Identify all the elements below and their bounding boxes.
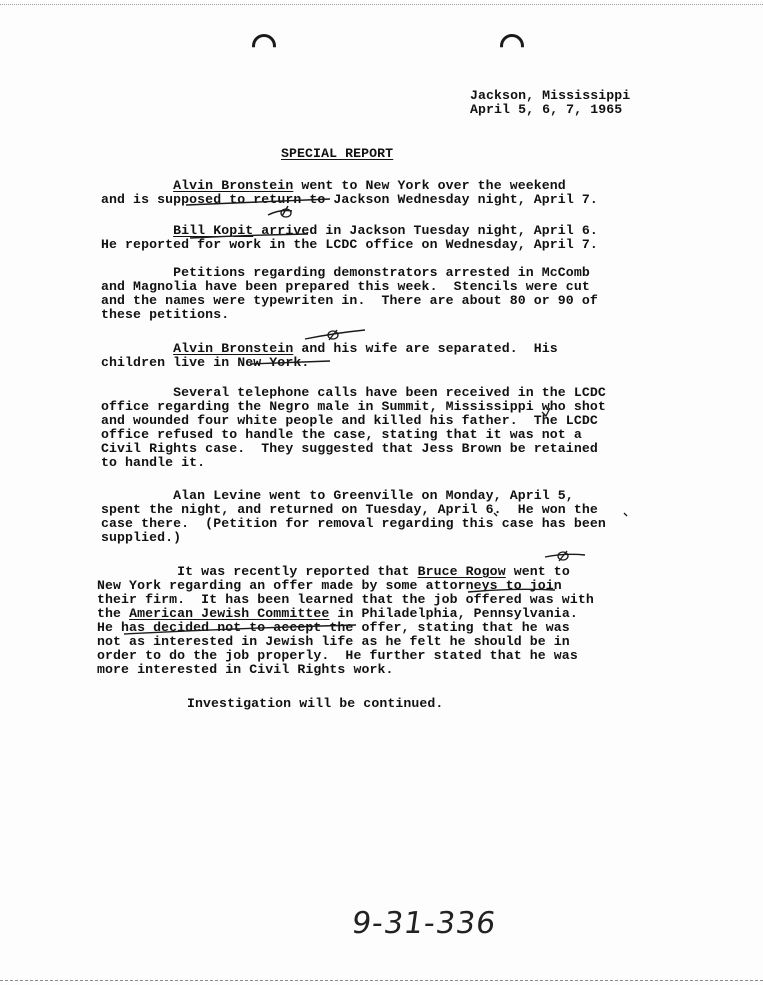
p1-line2-rest: to Jackson Wednesday night, April 7.: [301, 192, 598, 207]
pen-mark-p2-loop: [281, 209, 291, 217]
p7-line6: not as interested in Jewish life as he felt he should be in: [97, 634, 570, 649]
p5-line6: to handle it.: [101, 455, 206, 470]
pen-mark-p4-loop: [328, 331, 338, 339]
dateline-location: Jackson, Mississippi: [470, 88, 631, 103]
handwritten-file-number: 9-31-336: [349, 906, 499, 941]
p2-name: Bill Kopit: [173, 223, 254, 238]
pen-mark-p2-top: [268, 211, 292, 216]
p7-line1-pre: It was recently reported that: [177, 564, 418, 579]
p1-line1-rest: went to New York over the weekend: [293, 178, 566, 193]
p6-line3: case there. (Petition for removal regarding this case has been: [101, 516, 606, 531]
p5-line1: Several telephone calls have been received in the LCDC: [173, 385, 606, 400]
pen-mark-p7-cross: [559, 551, 567, 561]
p1-line2-pre: and is supposed: [101, 192, 230, 207]
pen-mark-p4-line: [305, 330, 365, 339]
p3-line2: and Magnolia have been prepared this week. Stencils were cut: [101, 279, 590, 294]
p4-line1-rest: and his wife are separated. His: [293, 341, 558, 356]
p4-name: Alvin Bronstein: [173, 341, 294, 356]
paragraph-2: [101, 224, 598, 252]
paragraph-7: [97, 565, 594, 677]
p5-line3: and wounded four white people and killed his father. The LCDC: [101, 413, 598, 428]
p6-line2: spent the night, and returned on Tuesday, April 6. He won the: [101, 502, 598, 517]
p4-line2: children live in New York.: [101, 355, 310, 370]
p7-line4-rest: in Philadelphia, Pennsylvania.: [329, 606, 578, 621]
p7-name: Bruce Rogow: [417, 564, 506, 579]
p7-line5: He has decided not to accept the offer, stating that he was: [97, 620, 570, 635]
paragraph-4: [101, 342, 558, 370]
punch-hole-left: [252, 34, 276, 58]
punch-hole-right: [500, 34, 524, 58]
p2-line1-rest: arrived in Jackson Tuesday night, April 6.: [253, 223, 598, 238]
p2-line2: He reported for work in the LCDC office on Wednesday, April 7.: [101, 237, 598, 252]
pen-mark-p4-cross: [329, 330, 337, 340]
dateline-dates: April 5, 6, 7, 1965: [470, 102, 623, 117]
p7-line3: their firm. It has been learned that the job offered was with: [97, 592, 594, 607]
p5-line5: Civil Rights case. They suggested that Jess Brown be retained: [101, 441, 598, 456]
p7-org: American Jewish Committee: [129, 606, 330, 621]
p5-line2: office regarding the Negro male in Summit, Mississippi who shot: [101, 399, 606, 414]
p6-line4: supplied.): [101, 530, 182, 545]
p1-name: Alvin Bronstein: [173, 178, 294, 193]
paragraph-6: [101, 489, 606, 545]
dateline: [470, 89, 630, 117]
p7-line1-rest: went to: [505, 564, 570, 579]
page-top-edge: [0, 4, 763, 5]
pen-mark-p7-loop: [558, 552, 568, 560]
p6-line1: Alan Levine went to Greenville on Monday, April 5,: [173, 488, 574, 503]
page-bottom-edge: [0, 980, 763, 981]
p3-line4: these petitions.: [101, 307, 230, 322]
paragraph-3: [101, 266, 598, 322]
paragraph-8: Investigation will be continued.: [187, 696, 444, 711]
p5-line4: office refused to handle the case, stating that it was not a: [101, 427, 582, 442]
p7-line2: New York regarding an offer made by some attorneys to join: [97, 578, 562, 593]
p1-line2-struck: to return: [229, 192, 302, 207]
paragraph-1: [101, 179, 598, 207]
pen-mark-p7-line: [545, 554, 585, 557]
pen-mark-p2-cross: [282, 206, 288, 216]
p3-line3: and the names were typewriten in. There are about 80 or 90 of: [101, 293, 598, 308]
p3-line1: Petitions regarding demonstrators arrested in McComb: [173, 265, 590, 280]
p7-line4-pre: the: [97, 606, 130, 621]
p7-line8: more interested in Civil Rights work.: [97, 662, 394, 677]
report-title: SPECIAL REPORT: [281, 146, 394, 161]
paragraph-5: [101, 386, 606, 470]
p7-line7: order to do the job properly. He further stated that he was: [97, 648, 578, 663]
pen-tick-p6-right: [624, 513, 627, 516]
